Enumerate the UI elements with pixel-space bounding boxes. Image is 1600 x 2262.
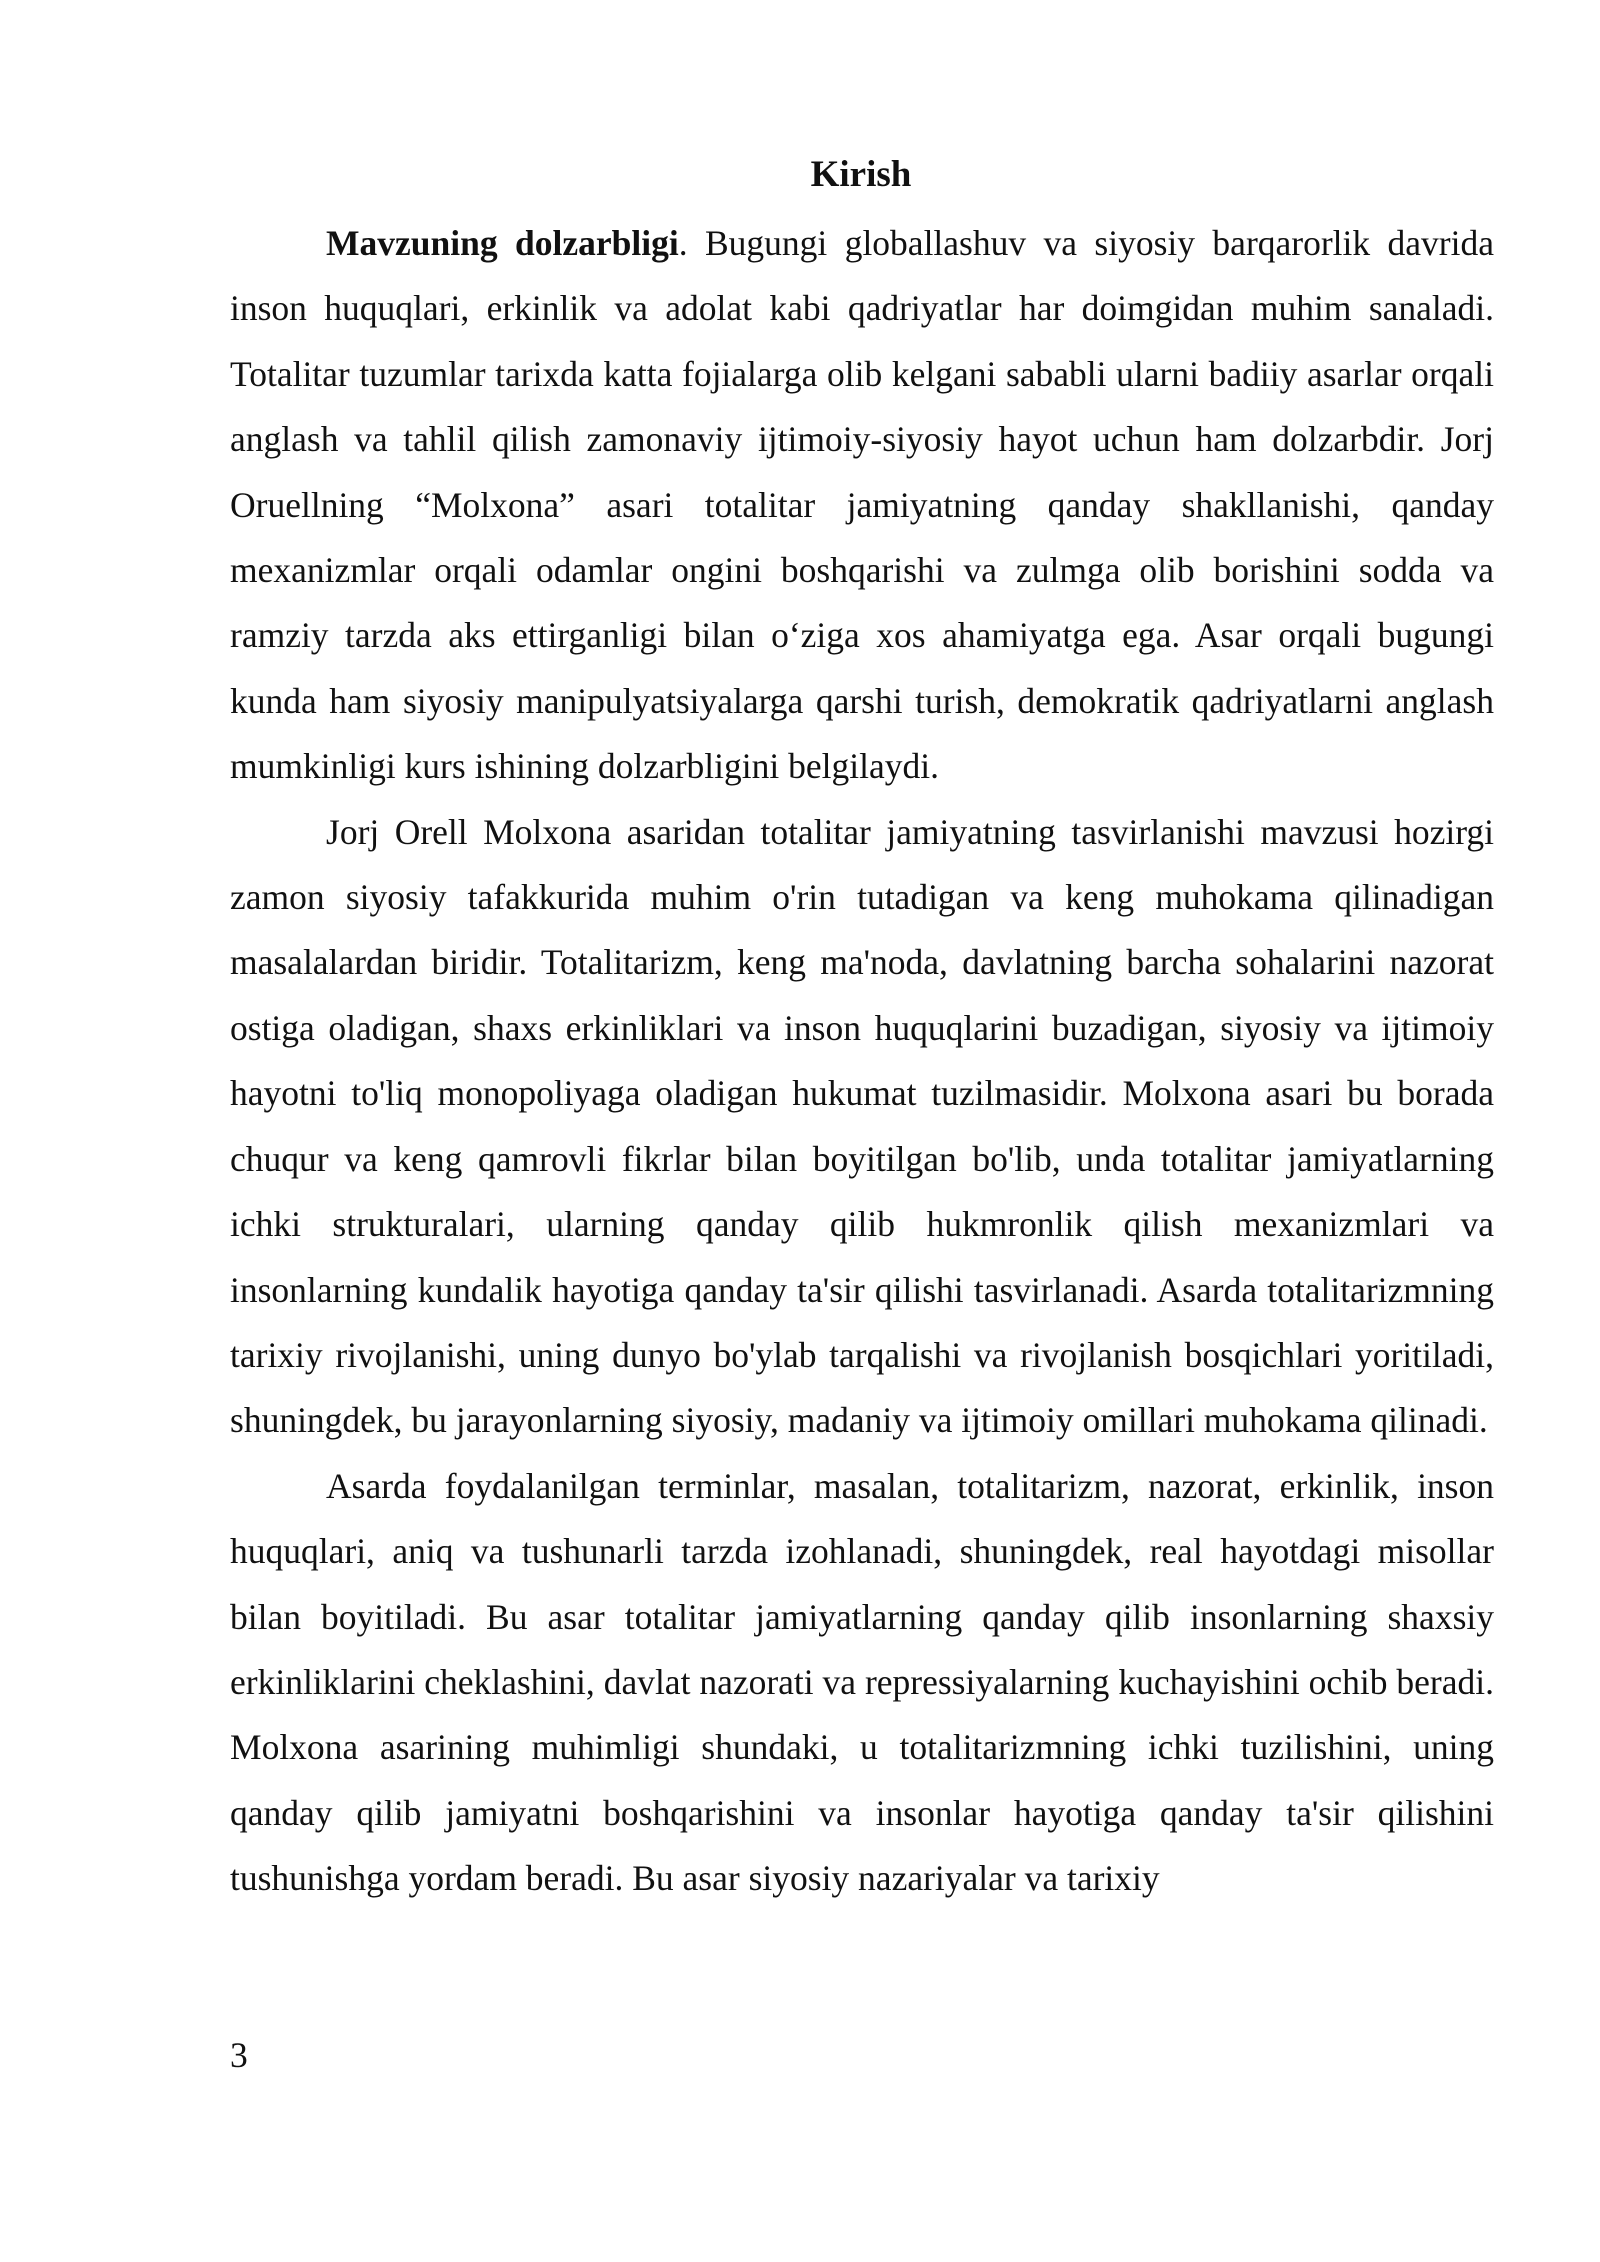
paragraph-relevance [230, 211, 1494, 800]
body-text [230, 211, 1494, 1912]
paragraph-totalitarianism [230, 800, 1494, 1454]
paragraph-text: Asarda foydalanilgan terminlar, masalan, totalitarizm, nazorat, erkinlik, inson huquqlari, aniq va tushunarli tarzda izohlanadi, shuningdek, real hayotdagi misollar bilan boyitiladi. Bu asar totalitar jamiyatlarning qanday qilib insonlarning shaxsiy erkinliklarini cheklashini, davlat nazorati va repressiyalarning kuchayishini ochib beradi. Molxona asarining muhimligi shundaki, u totalitarizmning ichki tuzilishini, uning qanday qilib jamiyatni boshqarishini va insonlar hayotiga qanday ta'sir qilishini tushunishga yordam beradi. Bu asar siyosiy nazariyalar va tarixiy [230, 1465, 1494, 1899]
paragraph-text: . Bugungi globallashuv va siyosiy barqarorlik davrida inson huquqlari, erkinlik va adolat kabi qadriyatlar har doimgidan muhim sanaladi. Totalitar tuzumlar tarixda katta fojialarga olib kelgani sababli ularni badiiy asarlar orqali anglash va tahlil qilish zamonaviy ijtimoiy-siyosiy hayot uchun ham dolzarbdir. Jorj Oruellning “Molxona” asari totalitar jamiyatning qanday shakllanishi, qanday mexanizmlar orqali odamlar ongini boshqarishi va zulmga olib borishini sodda va ramziy tarzda aks ettirganligi bilan o‘ziga xos ahamiyatga ega. Asar orqali bugungi kunda ham siyosiy manipulyatsiyalarga qarshi turish, demokratik qadriyatlarni anglash mumkinligi kurs ishining dolzarbligini belgilaydi. [230, 223, 1494, 787]
page-number: 3 [230, 2035, 248, 2075]
paragraph-terminology [230, 1454, 1494, 1912]
page-title: Kirish [810, 154, 912, 195]
paragraph-lead: Mavzuning dolzarbligi [326, 223, 679, 263]
paragraph-text: Jorj Orell Molxona asaridan totalitar jamiyatning tasvirlanishi mavzusi hozirgi zamon siyosiy tafakkurida muhim o'rin tutadigan va keng muhokama qilinadigan masalalardan biridir. Totalitarizm, keng ma'noda, davlatning barcha sohalarini nazorat ostiga oladigan, shaxs erkinliklari va inson huquqlarini buzadigan, siyosiy va ijtimoiy hayotni to'liq monopoliyaga oladigan hukumat tuzilmasidir. Molxona asari bu borada chuqur va keng qamrovli fikrlar bilan boyitilgan bo'lib, unda totalitar jamiyatlarning ichki strukturalari, ularning qanday qilib hukmronlik qilish mexanizmlari va insonlarning kundalik hayotiga qanday ta'sir qilishi tasvirlanadi. Asarda totalitarizmning tarixiy rivojlanishi, uning dunyo bo'ylab tarqalishi va rivojlanish bosqichlari yoritiladi, shuningdek, bu jarayonlarning siyosiy, madaniy va ijtimoiy omillari muhokama qilinadi. [230, 811, 1494, 1441]
